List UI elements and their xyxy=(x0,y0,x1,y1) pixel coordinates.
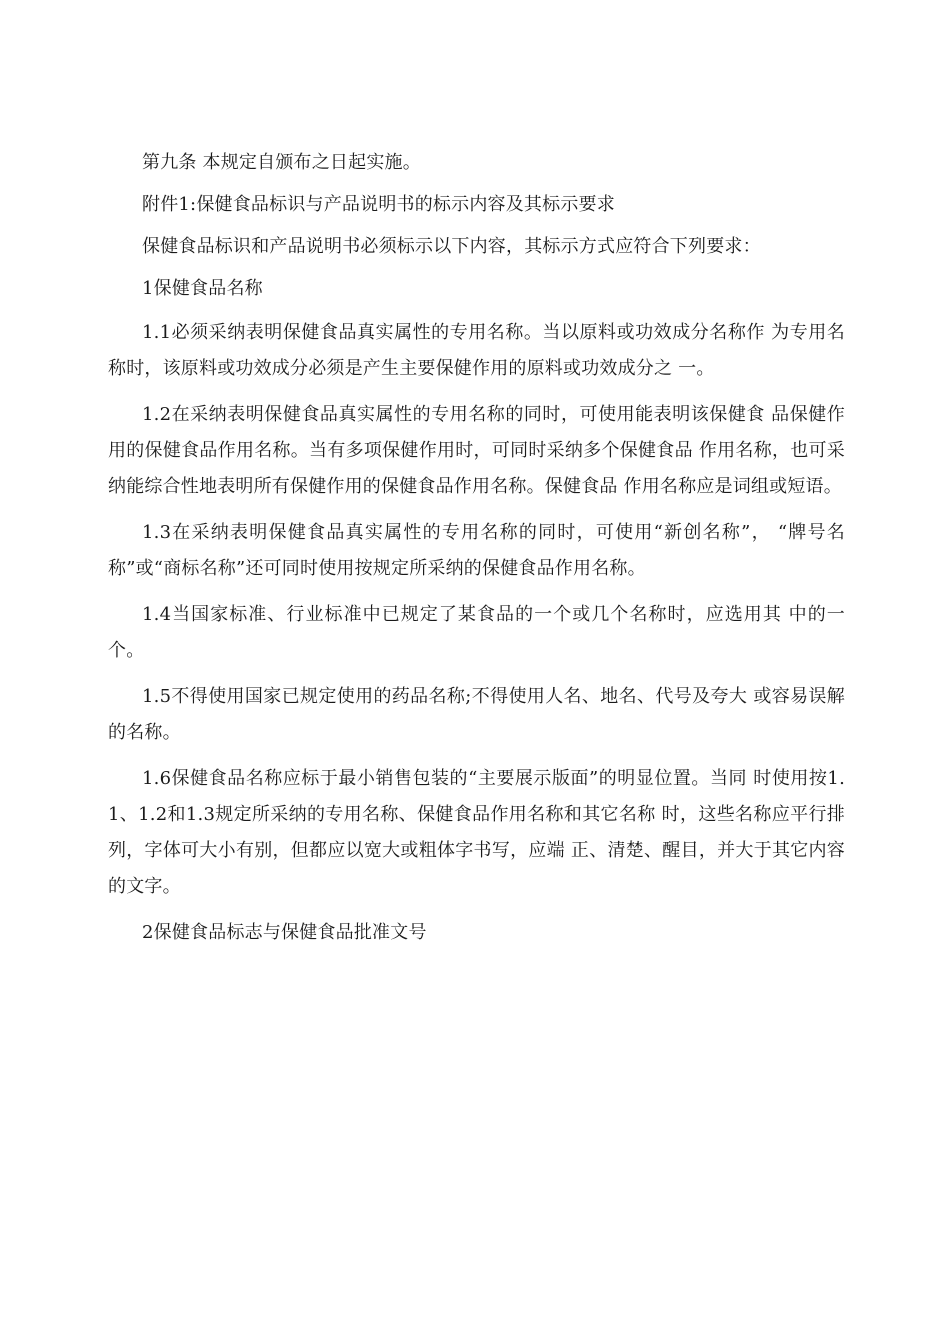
clause-1-4: 1.4当国家标准、行业标准中已规定了某食品的一个或几个名称时，应选用其 中的一个。 xyxy=(108,604,845,661)
clause-1-5: 1.5不得使用国家已规定使用的药品名称;不得使用人名、地名、代号及夸大 或容易误解的名称。 xyxy=(108,686,845,743)
intro-paragraph: 保健食品标识和产品说明书必须标示以下内容，其标示方式应符合下列要求： xyxy=(142,236,761,257)
clause-1-2: 1.2在采纳表明保健食品真实属性的专用名称的同时，可使用能表明该保健食 品保健作用的保健食品作用名称。当有多项保健作用时，可同时采纳多个保健食品 作用名称，也可采纳能综合性地表明所有保健作用的保健食品作用名称。保健食品 作用名称应是词组或短语。 xyxy=(108,404,845,497)
clause-1-3: 1.3在采纳表明保健食品真实属性的专用名称的同时，可使用“新创名称”， “牌号名称”或“商标名称”还可同时使用按规定所采纳的保健食品作用名称。 xyxy=(108,522,845,579)
attachment-title: 附件1:保健食品标识与产品说明书的标示内容及其标示要求 xyxy=(142,194,615,215)
document-body xyxy=(108,145,845,951)
section-heading-2: 2保健食品标志与保健食品批准文号 xyxy=(142,922,427,943)
section-heading-1: 1保健食品名称 xyxy=(142,278,263,299)
article-nine: 第九条 本规定自颁布之日起实施。 xyxy=(142,152,421,173)
clause-1-1: 1.1必须采纳表明保健食品真实属性的专用名称。当以原料或功效成分名称作 为专用名称时，该原料或功效成分必须是产生主要保健作用的原料或功效成分之 一。 xyxy=(108,322,845,379)
clause-1-6: 1.6保健食品名称应标于最小销售包装的“主要展示版面”的明显位置。当同 时使用按1.1、1.2和1.3规定所采纳的专用名称、保健食品作用名称和其它名称 时，这些名称应平行排列，字体可大小有别，但都应以宽大或粗体字书写，应端 正、清楚、醒目，并大于其它内容的文字。 xyxy=(108,768,845,897)
